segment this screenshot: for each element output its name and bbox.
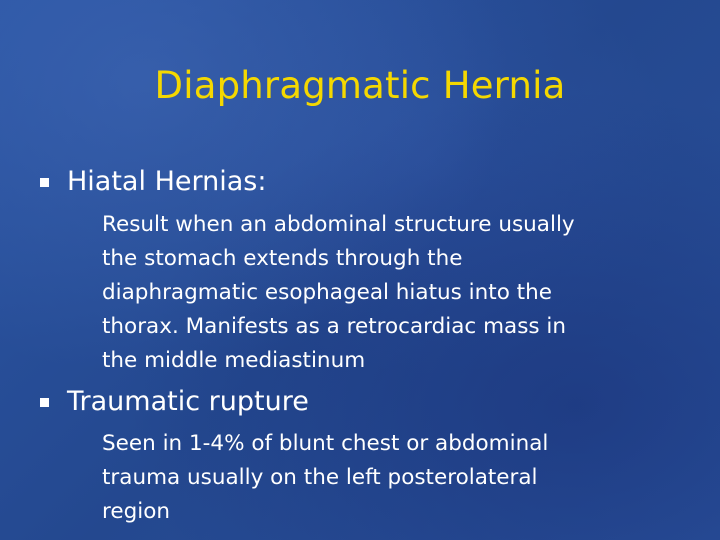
- square-bullet-icon: [40, 178, 49, 187]
- body-line: Seen in 1-4% of blunt chest or abdominal: [102, 431, 549, 456]
- body-line: region: [102, 499, 170, 524]
- body-line: diaphragmatic esophageal hiatus into the: [102, 280, 552, 305]
- bullet-item-hiatal-hernias: [40, 163, 266, 201]
- bullet-body-hiatal-hernias: [102, 208, 682, 378]
- bullet-item-traumatic-rupture: [40, 383, 309, 421]
- body-line: Result when an abdominal structure usually: [102, 212, 575, 237]
- slide-title: Diaphragmatic Hernia: [154, 64, 566, 107]
- bullet-heading: Traumatic rupture: [67, 386, 309, 417]
- body-line: the middle mediastinum: [102, 348, 366, 373]
- bullet-heading: Hiatal Hernias:: [67, 166, 267, 197]
- body-line: trauma usually on the left posterolateral: [102, 465, 538, 490]
- square-bullet-icon: [40, 398, 49, 407]
- bullet-body-traumatic-rupture: [102, 427, 682, 529]
- body-line: the stomach extends through the: [102, 246, 463, 271]
- body-line: thorax. Manifests as a retrocardiac mass in: [102, 314, 567, 339]
